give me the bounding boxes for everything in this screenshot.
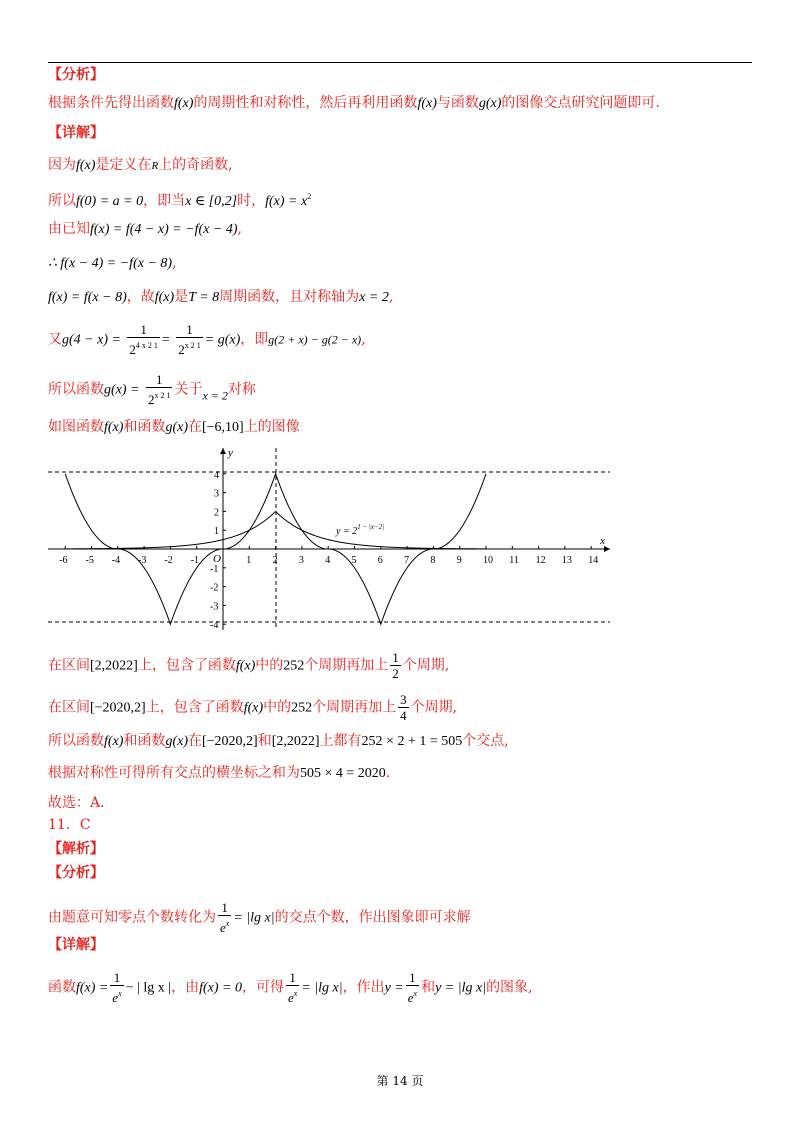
text-line-interval1: 在区间[2,2022]上，包含了函数f(x)中的252个周期再加上 $\frac{1}{2}$ 个周期, (48, 650, 450, 681)
x-tick-label: 8 (430, 555, 436, 566)
text-line-therefore: ∴ f(x − 4) = −f(x − 8), (48, 255, 177, 271)
x-tick-label: 12 (535, 555, 546, 566)
x-tick-label: 9 (456, 555, 462, 566)
x-tick-label: 7 (404, 555, 410, 566)
analysis-text-2: 由题意可知零点个数转化为 $\frac{1}{e^x}$ = |lg x|的交点个数，作出图象即可求解 (48, 900, 471, 935)
y-axis-arrow (220, 448, 226, 454)
x-tick-label: 5 (351, 555, 357, 566)
y-axis-label: y (228, 447, 233, 459)
x-tick-label: 11 (509, 555, 519, 566)
y-tick-label: -2 (210, 582, 219, 594)
x-tick-label: 6 (377, 555, 383, 566)
x-tick-label: 2 (272, 555, 278, 566)
x-tick-label: -6 (59, 555, 68, 566)
y-tick-label: -3 (210, 601, 219, 613)
curve-g (65, 511, 486, 548)
y-tick-label: 3 (214, 488, 219, 500)
x-tick-label: 4 (325, 555, 331, 566)
x-tick-label: 3 (298, 555, 304, 566)
analysis-heading: 【分析】 (48, 67, 104, 83)
x-tick-label: 13 (561, 555, 572, 566)
text-line-odd-function: 因为f(x)是定义在R上的奇函数, (48, 157, 233, 173)
text-line-function-def: 函数f(x) = $\frac{1}{e^x}$ − | lg x |，由f(x) = 0，可得 $\frac{1}{e^x}$ = |lg x|，作出y = $\frac{1}{e^x}$ 和y = |lg x|的图象, (48, 970, 533, 1005)
text-line-g-symmetry: 又g(4 − x) = $\frac{1}{2^{4 x 2 1}}$ = $\frac{1}{2^{x 2 1}}$ = g(x)，即g(2 + x) − g(2 − x), (48, 322, 366, 357)
origin-label: O (213, 553, 221, 565)
x-tick-label: 10 (483, 555, 493, 566)
answer-line: 故选：A. (48, 795, 105, 811)
page-footer: 第 14 页 (376, 1074, 424, 1088)
top-rule (48, 62, 752, 63)
y-tick-label: -1 (210, 563, 219, 575)
curve-g-label: $y = 2^{1 - |x-2|}$ (336, 523, 385, 537)
x-tick-label: 14 (588, 555, 599, 566)
text-line-g-axis: 所以函数g(x) = $\frac{1}{2^{x 2 1}}$ 关于x = 2对称 (48, 372, 256, 407)
analysis-heading-2: 【分析】 (48, 865, 104, 881)
y-tick-label: 1 (214, 526, 219, 538)
y-tick-label: -4 (210, 620, 219, 632)
detail-heading-2: 【详解】 (48, 937, 104, 953)
x-tick-label: -1 (190, 555, 200, 566)
x-tick-label: -3 (138, 555, 147, 566)
text-line-interval2: 在区间[−2020,2]上，包含了函数f(x)中的252个周期再加上 $\frac{3}{4}$ 个周期, (48, 692, 458, 723)
x-tick-label: -4 (111, 555, 121, 566)
text-line-intersections: 所以函数f(x)和函数g(x)在[−2020,2]和[2,2022]上都有252 × 2 + 1 = 505个交点, (48, 733, 509, 749)
x-tick-label: -2 (164, 555, 173, 566)
x-axis-arrow (604, 546, 610, 552)
detail-heading: 【详解】 (48, 125, 104, 141)
x-axis-label: x (600, 535, 605, 547)
question-number: 11．C (48, 817, 91, 833)
text-line-sum: 根据对称性可得所有交点的横坐标之和为505 × 4 = 2020. (48, 765, 391, 781)
jiexi-heading: 【解析】 (48, 841, 104, 857)
analysis-text: 根据条件先得出函数f(x)的周期性和对称性，然后再利用函数f(x)与函数g(x)的图像交点研究问题即可. (48, 95, 660, 111)
x-tick-label: 1 (246, 555, 252, 566)
text-line-graph-intro: 如图函数f(x)和函数g(x)在[−6,10]上的图像 (48, 419, 300, 435)
text-line-known: 由已知f(x) = f(4 − x) = −f(x − 4), (48, 221, 242, 237)
x-tick-label: -5 (85, 555, 94, 566)
y-tick-label: 4 (214, 469, 219, 481)
y-tick-label: 2 (214, 507, 219, 519)
text-line-f0: 所以f(0) = a = 0，即当x ∈ [0,2]时，$f(x) = x^2$ (48, 192, 312, 209)
text-line-period: f(x) = f(x − 8)，故f(x)是T = 8周期函数，且对称轴为x = 2, (48, 289, 394, 305)
function-graph (40, 440, 620, 640)
